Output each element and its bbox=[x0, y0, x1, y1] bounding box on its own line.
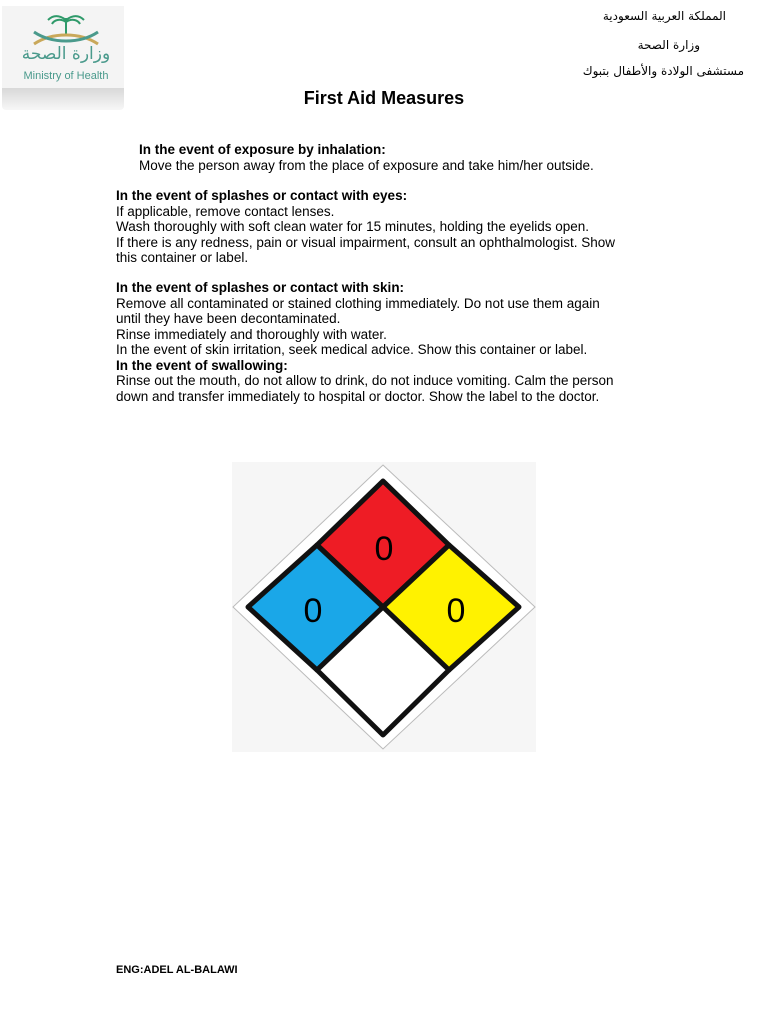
ministry-logo bbox=[2, 6, 124, 88]
page-title: First Aid Measures bbox=[303, 88, 465, 108]
eyes-line: this container or label. bbox=[116, 250, 249, 265]
skin-line: until they have been decontaminated. bbox=[116, 311, 341, 326]
header-hospital: مستشفى الولادة والأطفال بتبوك bbox=[582, 64, 744, 78]
eyes-section bbox=[116, 188, 615, 266]
nfpa-704-diamond bbox=[232, 462, 536, 752]
palm-swords-emblem-icon bbox=[12, 14, 120, 48]
author-footer: ENG:ADEL AL-BALAWI bbox=[116, 964, 238, 976]
logo-arabic-text: وزارة الصحة bbox=[21, 44, 111, 64]
flammability-rating: 0 bbox=[374, 530, 394, 568]
skin-heading: In the event of splashes or contact with skin: bbox=[116, 280, 405, 295]
skin-line: Remove all contaminated or stained clothing immediately. Do not use them again bbox=[116, 295, 600, 311]
skin-section bbox=[116, 280, 614, 404]
swallowing-heading: In the event of swallowing: bbox=[116, 357, 288, 373]
header-ministry: وزارة الصحة bbox=[637, 38, 700, 52]
eyes-heading: In the event of splashes or contact with eyes: bbox=[116, 188, 408, 203]
swallowing-line: Rinse out the mouth, do not allow to drink, do not induce vomiting. Calm the person bbox=[116, 373, 614, 388]
eyes-line: If applicable, remove contact lenses. bbox=[116, 203, 335, 219]
health-rating: 0 bbox=[303, 592, 323, 630]
inhalation-heading: In the event of exposure by inhalation: bbox=[139, 142, 386, 157]
swallowing-line: down and transfer immediately to hospital or doctor. Show the label to the doctor. bbox=[116, 388, 600, 404]
instability-rating: 0 bbox=[446, 592, 466, 630]
logo-english-text: Ministry of Health bbox=[23, 70, 109, 82]
skin-line: In the event of skin irritation, seek medical advice. Show this container or label. bbox=[116, 342, 588, 357]
inhalation-line: Move the person away from the place of exposure and take him/her outside. bbox=[139, 157, 594, 173]
skin-line: Rinse immediately and thoroughly with water. bbox=[116, 326, 387, 342]
eyes-line: Wash thoroughly with soft clean water for 15 minutes, holding the eyelids open. bbox=[116, 219, 590, 234]
header-kingdom: المملكة العربية السعودية bbox=[602, 9, 726, 23]
eyes-line: If there is any redness, pain or visual impairment, consult an ophthalmologist. Show bbox=[116, 234, 616, 250]
inhalation-section bbox=[139, 142, 594, 173]
